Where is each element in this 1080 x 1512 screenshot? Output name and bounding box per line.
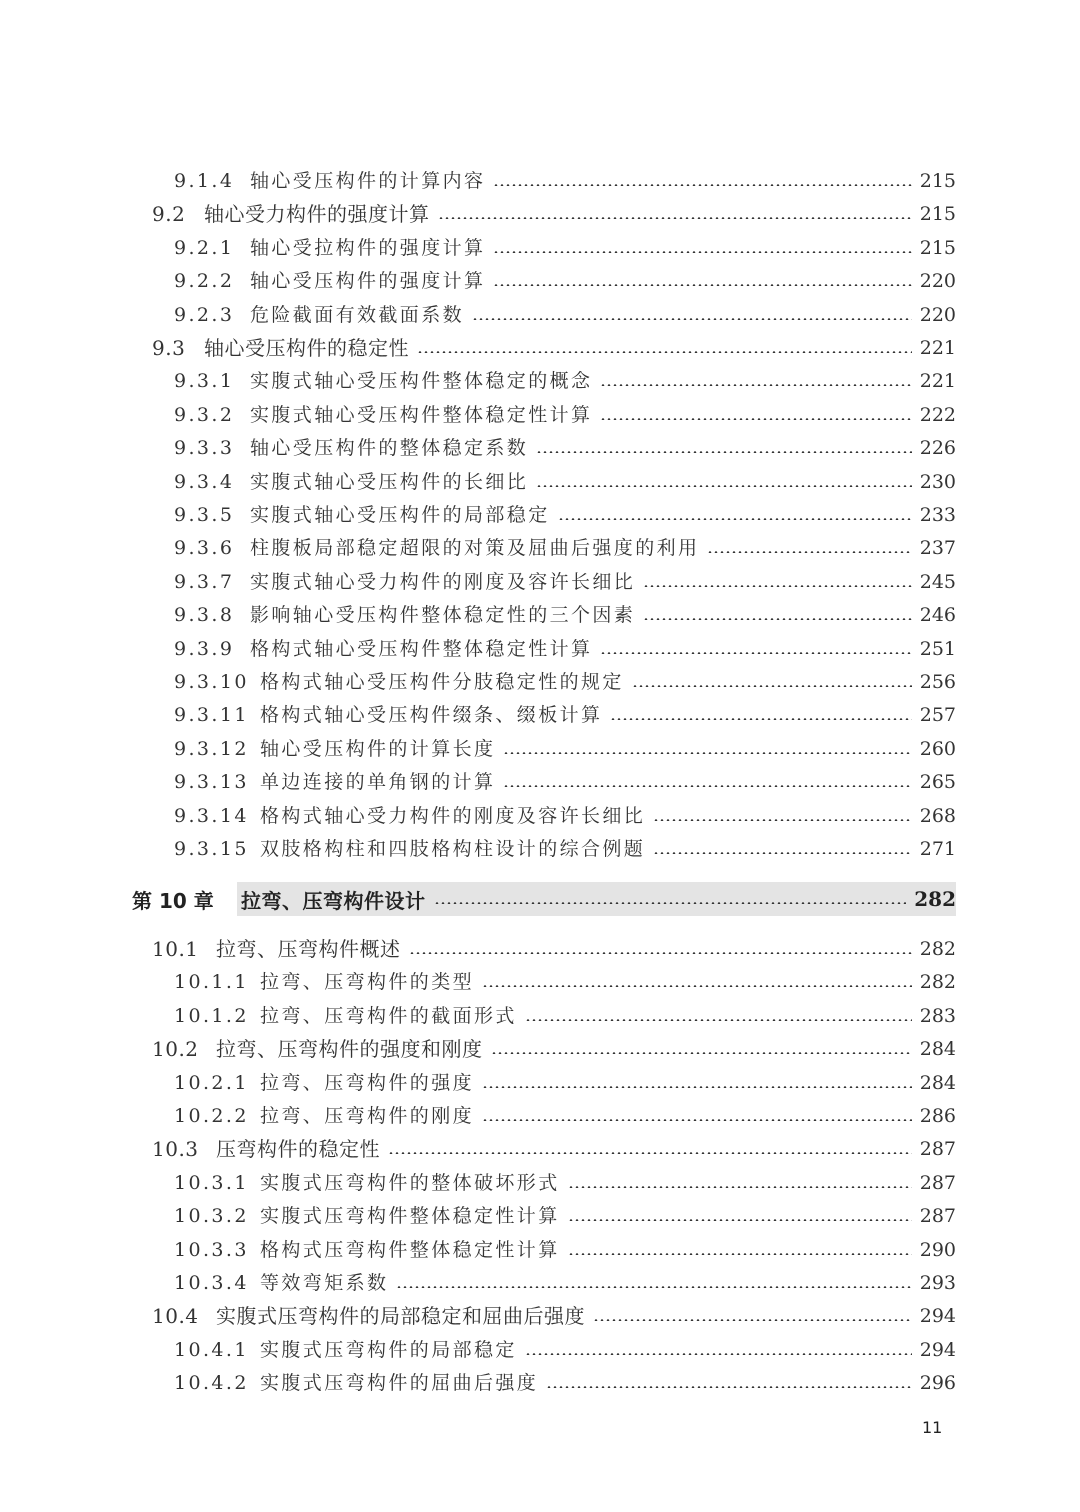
toc-subsection-entry[interactable] <box>174 298 956 332</box>
toc-section-entry[interactable] <box>152 331 956 365</box>
dot-leader <box>493 284 911 286</box>
dot-leader <box>707 551 911 553</box>
dot-leader <box>482 1119 912 1121</box>
entry-title: 格构式轴心受力构件的刚度及容许长细比 <box>260 805 646 827</box>
dot-leader <box>568 1186 912 1188</box>
entry-title: 实腹式压弯构件整体稳定性计算 <box>260 1205 560 1227</box>
toc-subsection-entry[interactable] <box>174 1099 956 1133</box>
toc-subsection-entry[interactable] <box>174 765 956 799</box>
dot-leader <box>525 1019 912 1021</box>
entry-title: 实腹式轴心受压构件的长细比 <box>250 471 529 493</box>
entry-page: 245 <box>919 571 956 593</box>
entry-number: 10.2.2 <box>174 1105 249 1127</box>
toc-subsection-entry[interactable] <box>174 1266 956 1300</box>
entry-title: 实腹式轴心受压构件整体稳定的概念 <box>250 370 593 392</box>
entry-page: 257 <box>919 704 956 726</box>
entry-number: 9.1.4 <box>174 170 235 192</box>
toc-subsection-entry[interactable] <box>174 531 956 565</box>
toc-section-entry[interactable] <box>152 1299 956 1333</box>
entry-page: 246 <box>919 604 956 626</box>
dot-leader <box>536 451 912 453</box>
entry-title: 影响轴心受压构件整体稳定性的三个因素 <box>250 604 636 626</box>
entry-number: 9.3.3 <box>174 437 235 459</box>
entry-title: 轴心受压构件的稳定性 <box>204 336 409 360</box>
toc-subsection-entry[interactable] <box>174 565 956 599</box>
entry-title: 压弯构件的稳定性 <box>216 1137 380 1161</box>
entry-number: 9.3.1 <box>174 370 235 392</box>
entry-title: 格构式轴心受压构件分肢稳定性的规定 <box>260 671 624 693</box>
entry-title: 拉弯、压弯构件的强度 <box>260 1072 475 1094</box>
entry-page: 233 <box>919 504 956 526</box>
chapter-number: 第 10 章 <box>132 888 214 913</box>
entry-title: 拉弯、压弯构件的截面形式 <box>260 1005 517 1027</box>
entry-page: 287 <box>919 1172 956 1194</box>
entry-page: 251 <box>919 638 956 660</box>
entry-title: 拉弯、压弯构件的类型 <box>260 971 475 993</box>
entry-page: 215 <box>919 203 956 225</box>
entry-number: 9.2 <box>152 202 186 226</box>
dot-leader <box>482 985 912 987</box>
dot-leader <box>643 618 912 620</box>
toc-subsection-entry[interactable] <box>174 431 956 465</box>
dot-leader <box>546 1386 912 1388</box>
entry-page: 230 <box>919 471 956 493</box>
toc-section-entry[interactable] <box>152 197 956 231</box>
entry-number: 10.1.1 <box>174 971 249 993</box>
entry-page: 282 <box>919 938 956 960</box>
entry-title: 拉弯、压弯构件的强度和刚度 <box>216 1037 483 1061</box>
entry-title: 实腹式轴心受力构件的刚度及容许长细比 <box>250 571 636 593</box>
toc-subsection-entry[interactable] <box>174 1333 956 1367</box>
toc-section-entry[interactable] <box>152 932 956 966</box>
entry-page: 283 <box>919 1005 956 1027</box>
entry-title: 等效弯矩系数 <box>260 1272 389 1294</box>
entry-title: 实腹式压弯构件的屈曲后强度 <box>260 1372 539 1394</box>
entry-number: 10.1.2 <box>174 1005 249 1027</box>
entry-number: 9.3.2 <box>174 404 235 426</box>
dot-leader <box>482 1086 912 1088</box>
entry-page: 220 <box>919 304 956 326</box>
entry-title: 拉弯、压弯构件概述 <box>216 937 401 961</box>
dot-leader <box>653 852 912 854</box>
toc-subsection-entry[interactable] <box>174 698 956 732</box>
toc-subsection-entry[interactable] <box>174 1366 956 1400</box>
entry-page: 268 <box>919 805 956 827</box>
entry-page: 296 <box>919 1372 956 1394</box>
entry-page: 293 <box>919 1272 956 1294</box>
entry-page: 256 <box>919 671 956 693</box>
entry-title: 双肢格构柱和四肢格构柱设计的综合例题 <box>260 838 646 860</box>
dot-leader <box>525 1353 912 1355</box>
toc-subsection-entry[interactable] <box>174 665 956 699</box>
entry-title: 实腹式压弯构件的局部稳定 <box>260 1339 517 1361</box>
entry-number: 10.1 <box>152 937 199 961</box>
entry-number: 9.3.5 <box>174 504 235 526</box>
entry-number: 9.3.8 <box>174 604 235 626</box>
dot-leader <box>558 518 912 520</box>
toc-subsection-entry[interactable] <box>174 1199 956 1233</box>
entry-number: 10.3.1 <box>174 1172 249 1194</box>
entry-page: 220 <box>919 270 956 292</box>
entry-page: 265 <box>919 771 956 793</box>
entry-page: 221 <box>919 337 956 359</box>
chapter-title-bar <box>237 882 956 916</box>
entry-page: 237 <box>919 537 956 559</box>
entry-title: 实腹式压弯构件的整体破坏形式 <box>260 1172 560 1194</box>
entry-page: 287 <box>919 1138 956 1160</box>
dot-leader <box>503 752 911 754</box>
entry-number: 10.4.2 <box>174 1372 249 1394</box>
entry-number: 9.2.1 <box>174 237 235 259</box>
entry-page: 260 <box>919 738 956 760</box>
entry-number: 9.3.6 <box>174 537 235 559</box>
toc-subsection-entry[interactable] <box>174 1166 956 1200</box>
entry-page: 286 <box>919 1105 956 1127</box>
chapter-title: 拉弯、压弯构件设计 <box>241 888 426 913</box>
entry-title: 轴心受压构件的计算长度 <box>260 738 496 760</box>
entry-title: 轴心受压构件的整体稳定系数 <box>250 437 529 459</box>
dot-leader <box>438 217 912 219</box>
entry-title: 危险截面有效截面系数 <box>250 304 465 326</box>
entry-number: 9.2.3 <box>174 304 235 326</box>
toc-section-entry[interactable] <box>152 1032 956 1066</box>
dot-leader <box>600 418 911 420</box>
toc-subsection-entry[interactable] <box>174 364 956 398</box>
entry-title: 柱腹板局部稳定超限的对策及屈曲后强度的利用 <box>250 537 700 559</box>
entry-number: 10.4 <box>152 1304 199 1328</box>
entry-number: 9.3.9 <box>174 638 235 660</box>
toc-subsection-entry[interactable] <box>174 1066 956 1100</box>
entry-page: 282 <box>919 971 956 993</box>
entry-number: 9.3.14 <box>174 805 249 827</box>
dot-leader <box>493 184 911 186</box>
toc-subsection-entry[interactable] <box>174 598 956 632</box>
dot-leader <box>632 685 912 687</box>
entry-title: 轴心受力构件的强度计算 <box>204 202 430 226</box>
dot-leader <box>653 819 912 821</box>
dot-leader <box>600 384 911 386</box>
entry-page: 287 <box>919 1205 956 1227</box>
dot-leader <box>417 351 912 353</box>
entry-title: 单边连接的单角钢的计算 <box>260 771 496 793</box>
entry-number: 9.3.13 <box>174 771 249 793</box>
entry-title: 格构式轴心受压构件缀条、缀板计算 <box>260 704 603 726</box>
entry-title: 格构式轴心受压构件整体稳定性计算 <box>250 638 593 660</box>
entry-page: 215 <box>919 170 956 192</box>
dot-leader <box>643 585 912 587</box>
toc-subsection-entry[interactable] <box>174 632 956 666</box>
entry-title: 实腹式轴心受压构件整体稳定性计算 <box>250 404 593 426</box>
entry-page: 221 <box>919 370 956 392</box>
entry-page: 271 <box>919 838 956 860</box>
toc-subsection-entry[interactable] <box>174 1233 956 1267</box>
chapter-heading[interactable] <box>132 882 956 916</box>
toc-subsection-entry[interactable] <box>174 231 956 265</box>
page-number: 11 <box>922 1418 943 1437</box>
dot-leader <box>434 902 907 904</box>
dot-leader <box>593 1319 912 1321</box>
toc-subsection-entry[interactable] <box>174 999 956 1033</box>
dot-leader <box>396 1286 911 1288</box>
entry-title: 轴心受压构件的强度计算 <box>250 270 486 292</box>
toc-subsection-entry[interactable] <box>174 832 956 866</box>
dot-leader <box>568 1219 912 1221</box>
entry-title: 拉弯、压弯构件的刚度 <box>260 1105 475 1127</box>
entry-page: 222 <box>919 404 956 426</box>
dot-leader <box>568 1253 912 1255</box>
entry-title: 轴心受拉构件的强度计算 <box>250 237 486 259</box>
toc-subsection-entry[interactable] <box>174 264 956 298</box>
entry-page: 284 <box>919 1038 956 1060</box>
entry-page: 284 <box>919 1072 956 1094</box>
entry-number: 10.3.4 <box>174 1272 249 1294</box>
entry-page: 290 <box>919 1239 956 1261</box>
dot-leader <box>536 485 912 487</box>
entry-number: 9.3.4 <box>174 471 235 493</box>
toc-subsection-entry[interactable] <box>174 965 956 999</box>
dot-leader <box>472 318 912 320</box>
toc-section-entry[interactable] <box>152 1132 956 1166</box>
dot-leader <box>493 251 911 253</box>
chapter-page: 282 <box>914 887 956 911</box>
entry-title: 实腹式压弯构件的局部稳定和屈曲后强度 <box>216 1304 585 1328</box>
dot-leader <box>610 718 911 720</box>
entry-page: 294 <box>919 1305 956 1327</box>
entry-number: 9.3.12 <box>174 738 249 760</box>
entry-number: 10.3 <box>152 1137 199 1161</box>
dot-leader <box>409 952 912 954</box>
dot-leader <box>503 785 911 787</box>
entry-title: 格构式压弯构件整体稳定性计算 <box>260 1239 560 1261</box>
toc-subsection-entry[interactable] <box>174 164 956 198</box>
toc-subsection-entry[interactable] <box>174 398 956 432</box>
entry-number: 10.2 <box>152 1037 199 1061</box>
entry-page: 215 <box>919 237 956 259</box>
entry-page: 294 <box>919 1339 956 1361</box>
entry-page: 226 <box>919 437 956 459</box>
entry-number: 9.3 <box>152 336 186 360</box>
toc-subsection-entry[interactable] <box>174 799 956 833</box>
entry-number: 10.2.1 <box>174 1072 249 1094</box>
dot-leader <box>388 1152 912 1154</box>
dot-leader <box>600 652 911 654</box>
toc-subsection-entry[interactable] <box>174 732 956 766</box>
entry-number: 10.4.1 <box>174 1339 249 1361</box>
entry-title: 轴心受压构件的计算内容 <box>250 170 486 192</box>
entry-title: 实腹式轴心受压构件的局部稳定 <box>250 504 550 526</box>
entry-number: 10.3.2 <box>174 1205 249 1227</box>
entry-number: 9.2.2 <box>174 270 235 292</box>
dot-leader <box>491 1052 912 1054</box>
entry-number: 9.3.11 <box>174 704 249 726</box>
toc-subsection-entry[interactable] <box>174 498 956 532</box>
entry-number: 9.3.10 <box>174 671 249 693</box>
entry-number: 9.3.7 <box>174 571 235 593</box>
toc-subsection-entry[interactable] <box>174 465 956 499</box>
entry-number: 10.3.3 <box>174 1239 249 1261</box>
entry-number: 9.3.15 <box>174 838 249 860</box>
